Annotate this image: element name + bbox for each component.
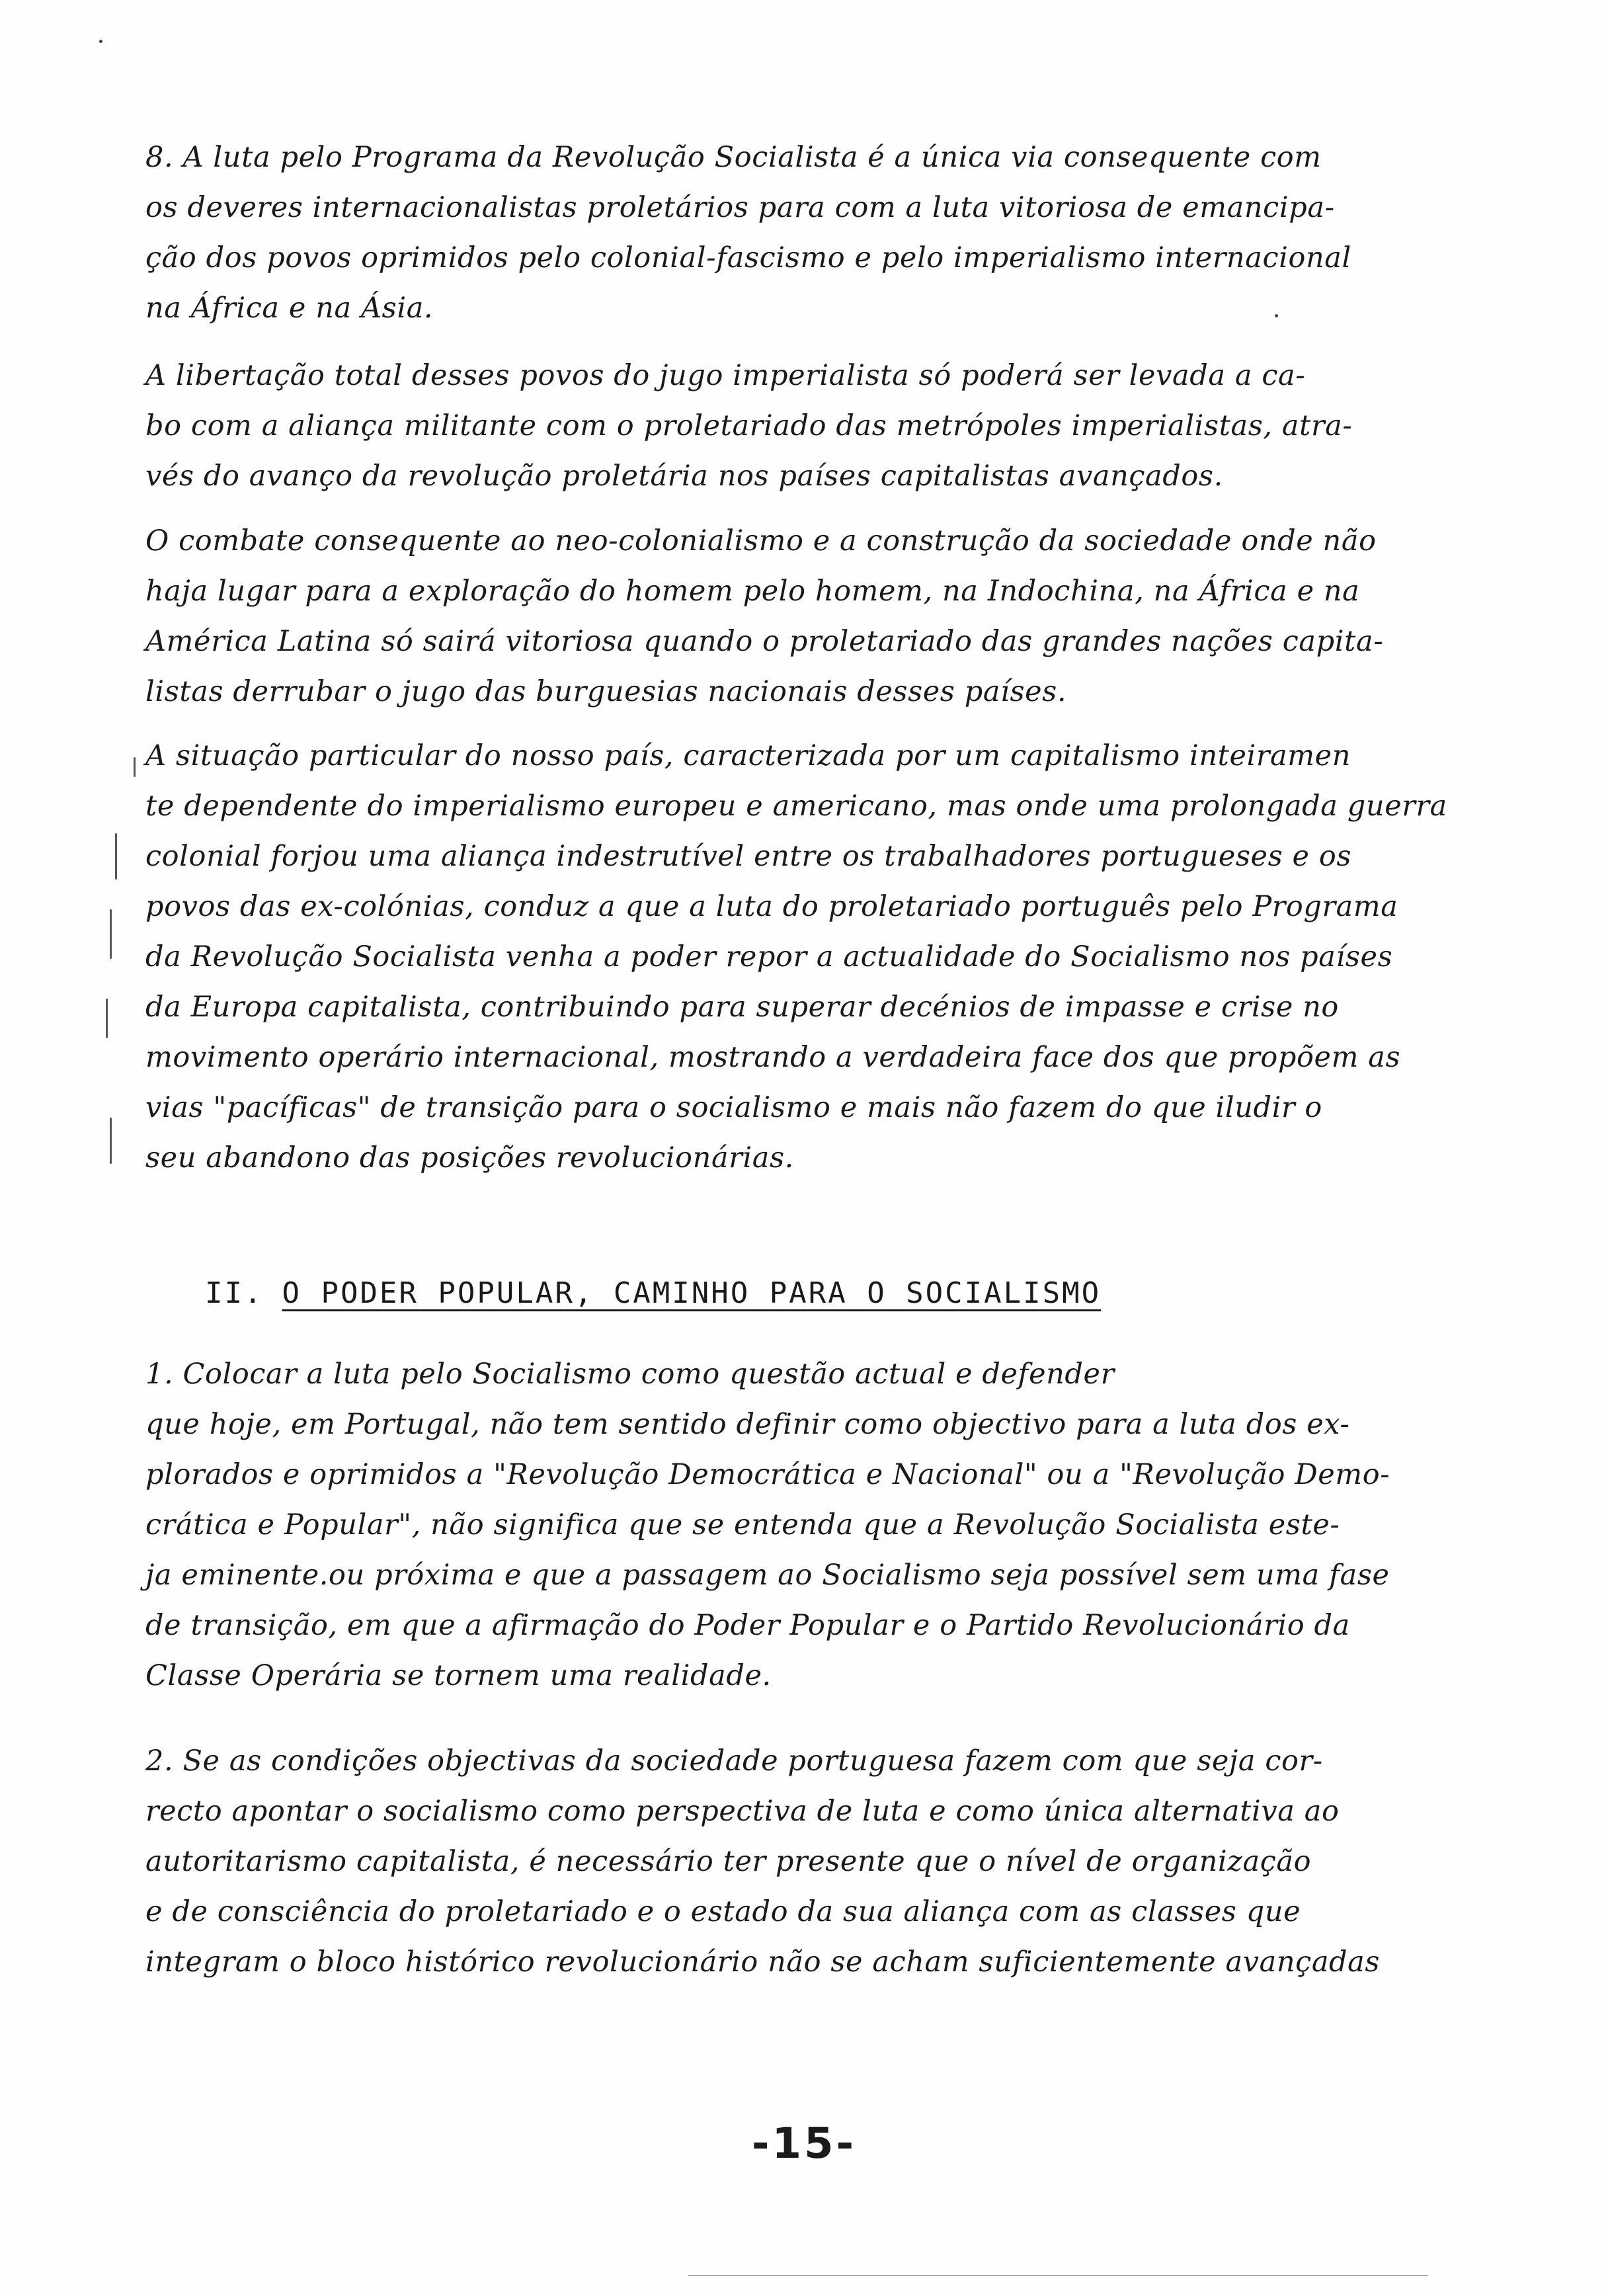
paragraph-2: 2. Se as condições objectivas da sociedade portuguesa fazem com que seja cor- recto apontar o socialismo como perspectiva de luta e como única alternativa ao autoritarismo capitalista, é necessário ter presente que o nível de organização e de consciência do proletariado e o estado da sua aliança com as classes que integram o bloco histórico revolucionário não se acham suficientemente avançadas [145,1744,1381,1979]
margin-mark [110,1118,112,1164]
section-title: O PODER POPULAR, CAMINHO PARA O SOCIALISMO [282,1276,1102,1310]
margin-mark [115,833,117,880]
margin-mark [106,999,108,1038]
paragraph-libertacao: A libertação total desses povos do jugo imperialista só poderá ser levada a ca- bo com a aliança militante com o proletariado das metrópoles imperialistas, atra- vés do avanço da revolução proletária nos países capitalistas avançados. [145,359,1353,493]
paragraph-situacao: A situação particular do nosso país, caracterizada por um capitalismo inteiramen te dependente do imperialismo europeu e americano, mas onde uma prolongada guerra colonial forjou uma aliança indestrutível entre os trabalhadores portugueses e os povos das ex-colónias, conduz a que a luta do proletariado português pelo Programa da Revolução Socialista venha a poder repor a actualidade do Socialismo nos países da Europa capitalista, contribuindo para superar decénios de impasse e crise no movimento operário internacional, mostrando a verdadeira face dos que propõem as vias "pacíficas" de transição para o socialismo e mais não fazem do que iludir o seu abandono das posições revolucionárias. [145,739,1447,1174]
section-number: II. [205,1276,264,1310]
scan-edge-line [688,2275,1428,2276]
paragraph-combate: O combate consequente ao neo-colonialismo e a construção da sociedade onde não haja lugar para a exploração do homem pelo homem, na Indochina, na África e na América Latina só sairá vitoriosa quando o proletariado das grandes nações capita- listas derrubar o jugo das burguesias nacionais desses países. [145,524,1384,708]
margin-mark [134,757,136,777]
margin-mark [110,909,112,959]
section-heading [205,1274,1101,1313]
paragraph-8: 8. A luta pelo Programa da Revolução Socialista é a única via consequente com os deveres internacionalistas proletários para com a luta vitoriosa de emancipa- ção dos povos oprimidos pelo colonial-fascismo e pelo imperialismo internacional na África e na Ásia. [145,141,1351,325]
page-number: -15- [751,2119,857,2168]
scan-speck [99,40,102,43]
scan-speck [1275,314,1278,317]
paragraph-1: 1. Colocar a luta pelo Socialismo como questão actual e defender que hoje, em Portugal, não tem sentido definir como objectivo para a luta dos ex- plorados e oprimidos a "Revolução Democrática e Nacional" ou a "Revolução Demo- crática e Popular", não significa que se entenda que a Revolução Socialista este- ja eminente.ou próxima e que a passagem ao Socialismo seja possível sem uma fase de transição, em que a afirmação do Poder Popular e o Partido Revolucionário da Classe Operária se tornem uma realidade. [145,1358,1390,1692]
